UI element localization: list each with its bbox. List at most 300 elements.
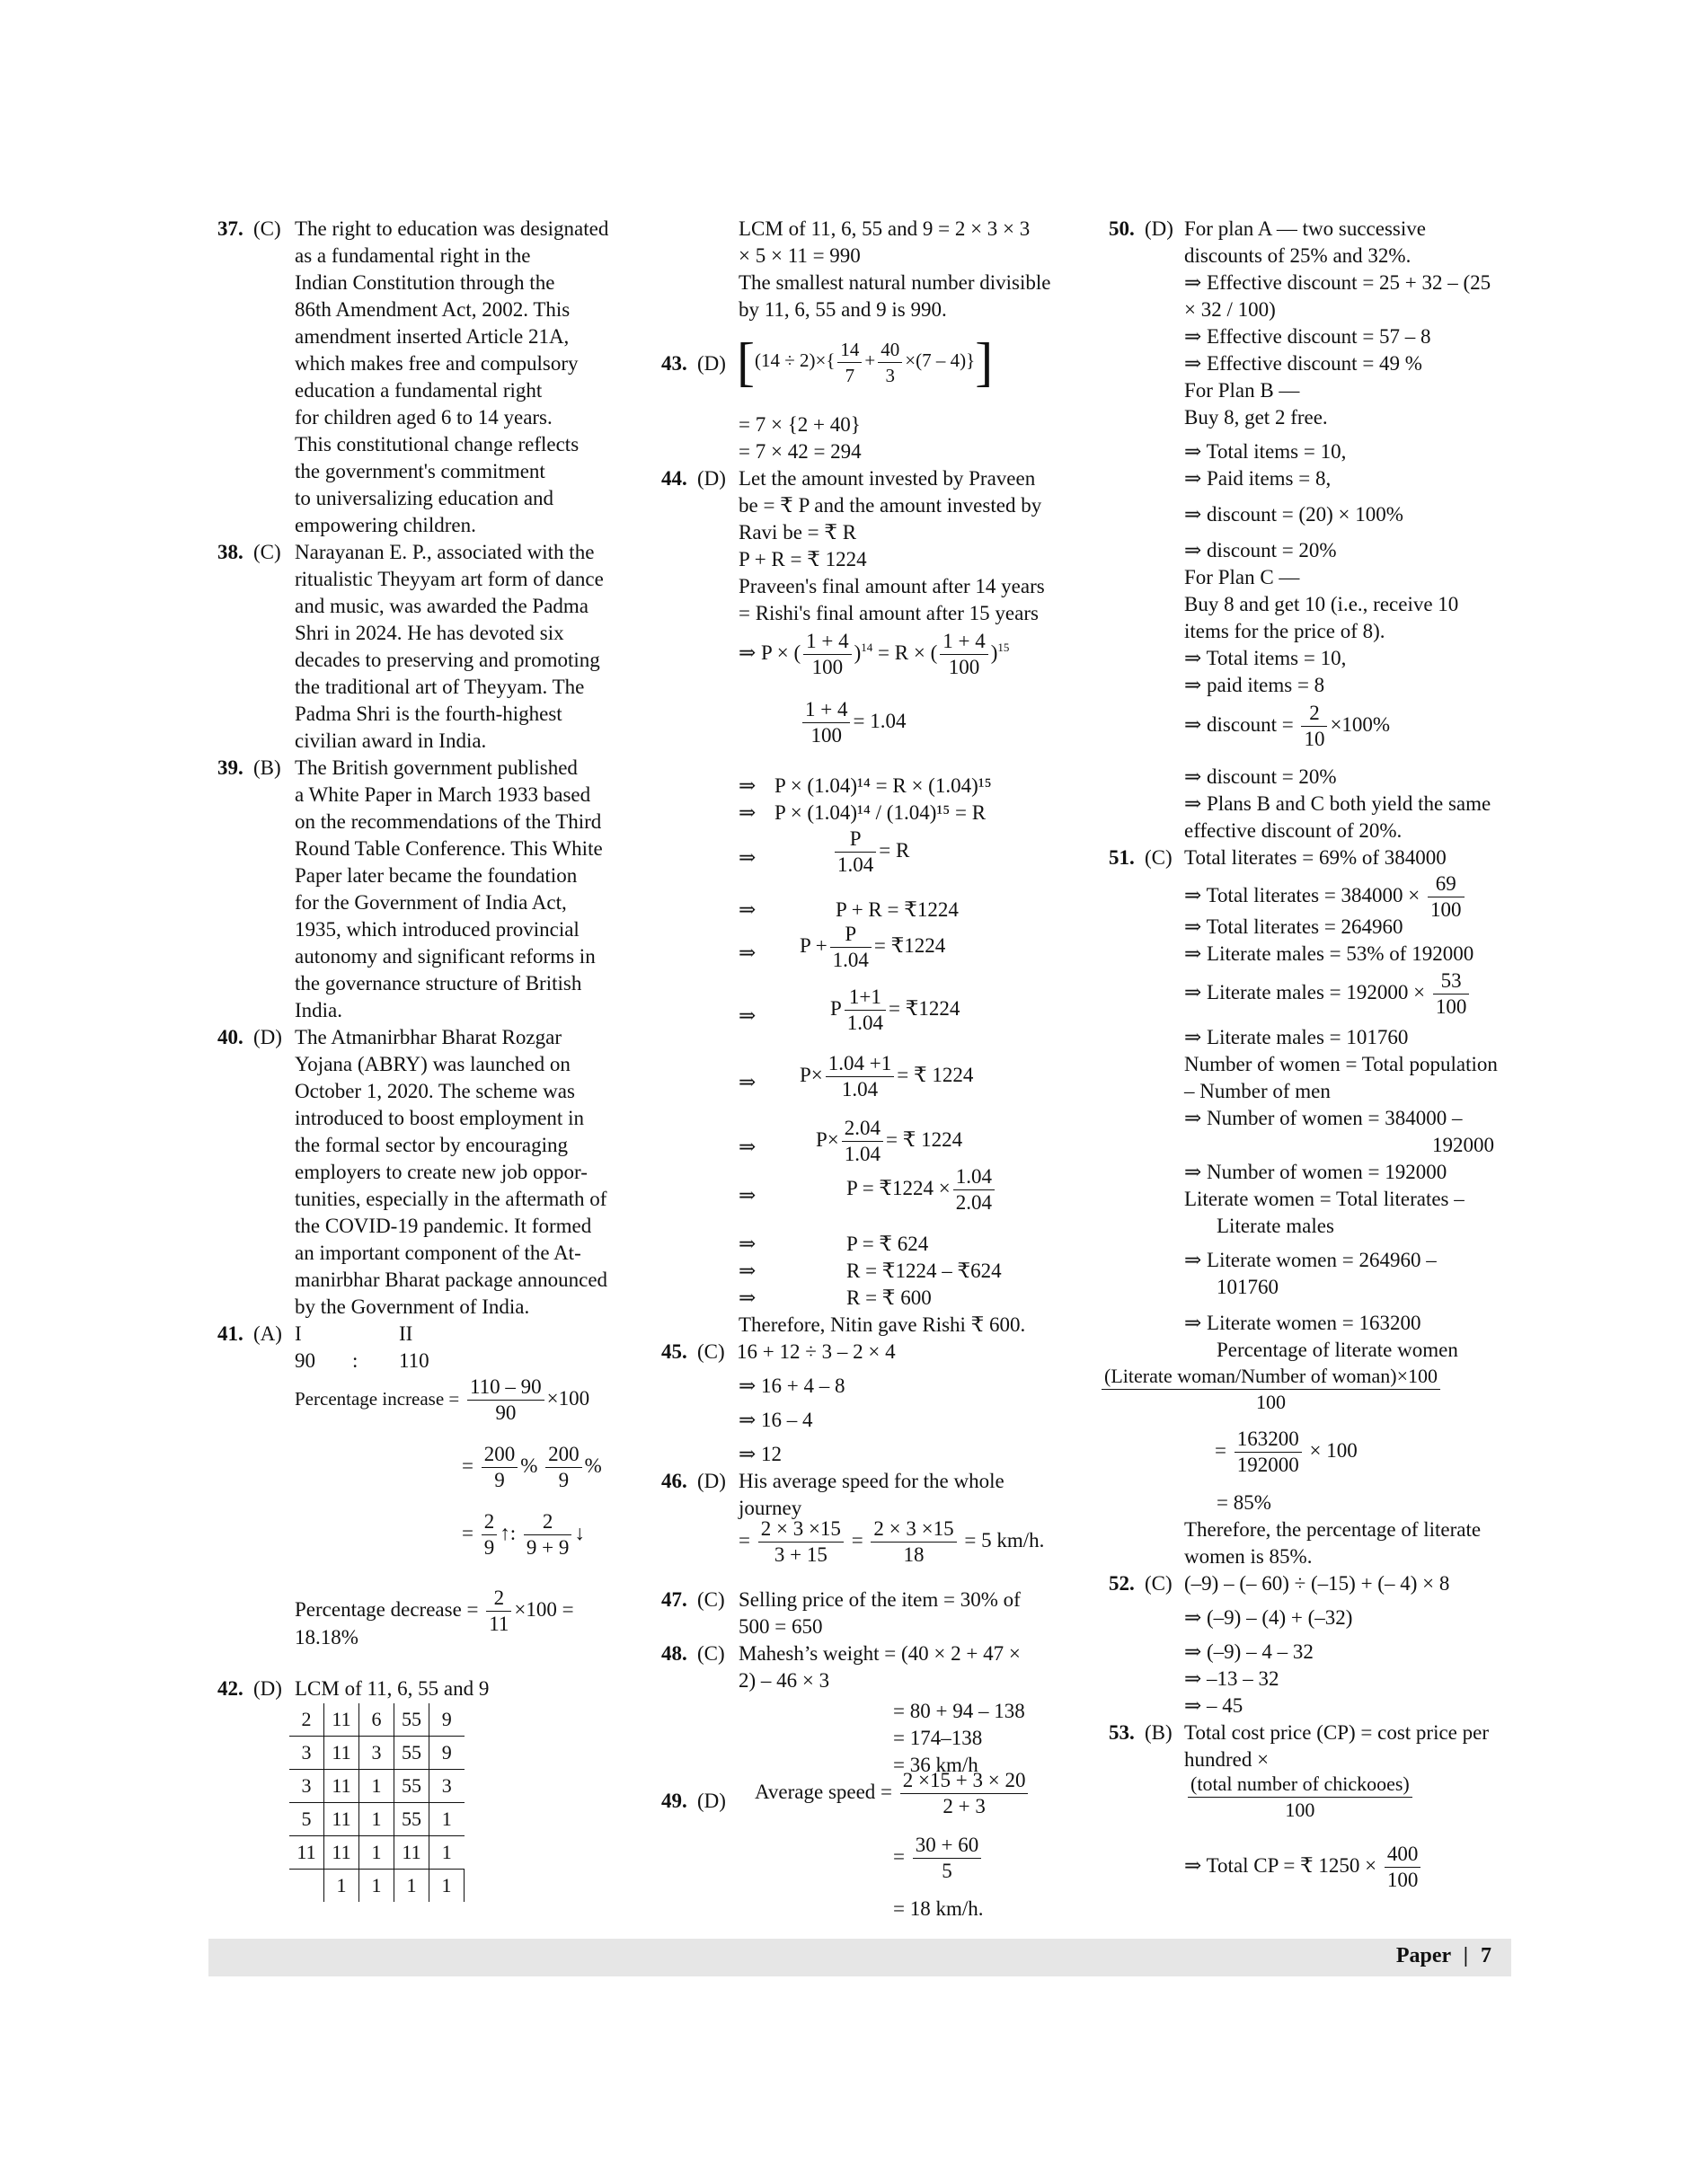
text-line: ⇒ Literate women = 264960 – bbox=[1184, 1249, 1437, 1271]
text-line: 101760 bbox=[1217, 1276, 1279, 1298]
answer-option: (C) bbox=[1145, 1572, 1173, 1595]
text-line: Buy 8 and get 10 (i.e., receive 10 bbox=[1184, 593, 1459, 615]
numerator: 2 bbox=[1301, 701, 1327, 727]
implies-arrow: ⇒ bbox=[739, 641, 757, 664]
table-cell: 1 bbox=[359, 1836, 394, 1870]
expression-part: ⇒ discount = bbox=[1184, 712, 1294, 736]
fraction bbox=[900, 1768, 1029, 1819]
ratio-value-1: 90 bbox=[295, 1349, 315, 1372]
denominator: 9 bbox=[494, 1469, 505, 1491]
text-line: Number of women = Total population bbox=[1184, 1053, 1498, 1075]
numerator: 110 – 90 bbox=[467, 1375, 544, 1401]
text-line: – Number of men bbox=[1184, 1080, 1331, 1102]
answer-option: (C) bbox=[697, 1642, 725, 1665]
numerator: (Literate woman/Number of woman)×100 bbox=[1102, 1364, 1440, 1390]
table-cell: 1 bbox=[359, 1770, 394, 1803]
numerator: 163200 bbox=[1235, 1427, 1302, 1453]
numerator: 1 + 4 bbox=[803, 629, 851, 655]
footer-bar bbox=[208, 1939, 1511, 1976]
text-line: Yojana (ABRY) was launched on bbox=[295, 1053, 571, 1075]
denominator: 3 + 15 bbox=[774, 1543, 827, 1566]
fraction bbox=[1188, 1772, 1412, 1823]
text-line: = 7 × 42 = 294 bbox=[739, 440, 862, 463]
total-cp-formula bbox=[1184, 1842, 1423, 1893]
solution-step: = 80 + 94 – 138 bbox=[893, 1700, 1025, 1722]
numerator: 2 bbox=[524, 1509, 571, 1535]
text-line: ⇒ Effective discount = 25 + 32 – (25 bbox=[1184, 271, 1491, 294]
numerator: 40 bbox=[878, 337, 902, 363]
denominator: 100 bbox=[810, 724, 842, 747]
expression-part: = ₹ 1224 bbox=[886, 1127, 963, 1151]
text-line: hundred × bbox=[1184, 1748, 1270, 1771]
numerator: 2 × 3 ×15 bbox=[758, 1516, 844, 1543]
numerator: 1 + 4 bbox=[940, 629, 987, 655]
fraction bbox=[913, 1833, 981, 1884]
solution-step bbox=[800, 1051, 973, 1102]
solution-step: = 36 km/h bbox=[893, 1754, 978, 1776]
text-line: ⇒ 16 – 4 bbox=[739, 1409, 813, 1431]
page-number: 7 bbox=[1481, 1944, 1491, 1967]
table-cell: 11 bbox=[324, 1737, 359, 1770]
solution-step bbox=[846, 1164, 997, 1216]
fraction bbox=[802, 697, 850, 748]
table-cell: 3 bbox=[359, 1737, 394, 1770]
denominator: 3 bbox=[885, 364, 896, 386]
speed-formula bbox=[739, 1516, 1044, 1568]
question-number: 48. bbox=[661, 1642, 687, 1665]
text-line: Padma Shri is the fourth-highest bbox=[295, 703, 562, 725]
answer-option: (C) bbox=[697, 1588, 725, 1611]
solution-step: P × (1.04)¹⁴ / (1.04)¹⁵ = R bbox=[774, 801, 987, 824]
chickoo-fraction bbox=[1188, 1772, 1412, 1823]
fraction bbox=[878, 337, 902, 388]
numerator: 14 bbox=[837, 337, 862, 363]
text-line: ritualistic Theyyam art form of dance bbox=[295, 568, 604, 590]
percent-sign: % bbox=[520, 1454, 538, 1477]
expression-part: P + bbox=[800, 933, 827, 957]
text-line: manirbhar Bharat package announced bbox=[295, 1269, 608, 1291]
solution-step bbox=[800, 922, 945, 973]
text-line: Mahesh’s weight = (40 × 2 + 47 × bbox=[739, 1642, 1021, 1665]
text-line: October 1, 2020. The scheme was bbox=[295, 1080, 575, 1102]
text-line: ⇒ (–9) – 4 – 32 bbox=[1184, 1640, 1314, 1663]
footer-label: Paper bbox=[1395, 1944, 1451, 1967]
text-line: discounts of 25% and 32%. bbox=[1184, 244, 1412, 267]
fraction bbox=[830, 922, 872, 973]
arrow: ⇒ bbox=[739, 1184, 757, 1207]
solution-step: P + R = ₹1224 bbox=[836, 898, 959, 921]
question-number: 43. bbox=[661, 352, 687, 375]
text-line: items for the price of 8). bbox=[1184, 620, 1385, 642]
denominator: 2 + 3 bbox=[942, 1795, 986, 1817]
fraction bbox=[1301, 701, 1327, 752]
denominator: 100 bbox=[1386, 1869, 1419, 1891]
text-line: the formal sector by encouraging bbox=[295, 1134, 568, 1156]
numerator: (total number of chickooes) bbox=[1188, 1772, 1412, 1798]
denominator: 100 bbox=[1285, 1799, 1315, 1821]
text-line: empowering children. bbox=[295, 514, 476, 536]
denominator: 2.04 bbox=[955, 1191, 993, 1214]
up-arrow: ↑: bbox=[500, 1521, 517, 1544]
equals-sign: = bbox=[851, 1528, 863, 1551]
arrow: ⇒ bbox=[739, 1233, 757, 1255]
solution-step: R = ₹1224 – ₹624 bbox=[846, 1260, 1002, 1282]
denominator: 1.04 bbox=[846, 1012, 884, 1034]
denominator: 5 bbox=[942, 1860, 952, 1882]
text-line: The Atmanirbhar Bharat Rozgar bbox=[295, 1026, 562, 1048]
fraction bbox=[953, 1164, 995, 1216]
text-line: an important component of the At- bbox=[295, 1242, 581, 1264]
answer-option: (D) bbox=[253, 1026, 282, 1048]
numerator: 200 bbox=[545, 1442, 582, 1468]
text-line: ⇒ discount = 20% bbox=[1184, 765, 1337, 788]
solution-step: = 174–138 bbox=[893, 1727, 983, 1749]
answer-option: (C) bbox=[253, 541, 281, 563]
text-line: journey bbox=[739, 1497, 802, 1519]
answer-option: (D) bbox=[253, 1677, 282, 1700]
text-line: The British government published bbox=[295, 756, 578, 779]
numerator: 1+1 bbox=[845, 985, 886, 1011]
average-speed-formula bbox=[755, 1768, 1031, 1819]
text-line: to universalizing education and bbox=[295, 487, 554, 509]
text-line: employers to create new job oppor- bbox=[295, 1161, 588, 1183]
expression-part: ⇒ Literate males = 192000 × bbox=[1184, 980, 1426, 1003]
denominator: 9 + 9 bbox=[526, 1536, 570, 1559]
percentage-fraction-row bbox=[462, 1442, 602, 1493]
equals-sign: = bbox=[1215, 1438, 1226, 1462]
text-line: = Rishi's final amount after 15 years bbox=[739, 602, 1039, 624]
left-bracket: [ bbox=[737, 332, 755, 392]
formula-label: Average speed = bbox=[755, 1780, 893, 1803]
text-line: ⇒ discount = (20) × 100% bbox=[1184, 503, 1403, 526]
text-line: Selling price of the item = 30% of bbox=[739, 1588, 1021, 1611]
compound-equation: ⇒ P × ( $\frac{1 + 4}{100}$ )$^{14}$ = R × ( $\frac{1 + 4}{100}$ )$^{15}$ bbox=[739, 630, 1010, 678]
denominator: 100 bbox=[948, 656, 980, 678]
question-number: 40. bbox=[217, 1026, 243, 1048]
denominator: 9 bbox=[558, 1469, 570, 1491]
answer-option: (B) bbox=[253, 756, 281, 779]
table-cell: 11 bbox=[324, 1803, 359, 1836]
numerator: P bbox=[835, 827, 876, 853]
text-line: Let the amount invested by Praveen bbox=[739, 467, 1036, 490]
expression: 16 + 12 ÷ 3 – 2 × 4 bbox=[737, 1340, 896, 1363]
text-line: the governance structure of British bbox=[295, 972, 582, 995]
fraction bbox=[467, 1375, 544, 1426]
text-line: autonomy and significant reforms in bbox=[295, 945, 596, 968]
denominator: 100 bbox=[1430, 898, 1462, 921]
question-number: 38. bbox=[217, 541, 243, 563]
fraction bbox=[486, 1586, 511, 1637]
solution-step: P = ₹ 624 bbox=[846, 1233, 929, 1255]
text-line: 1935, which introduced provincial bbox=[295, 918, 580, 941]
arrow: ⇒ bbox=[739, 774, 757, 797]
text-line: Paper later became the foundation bbox=[295, 864, 578, 887]
question-number: 49. bbox=[661, 1790, 687, 1812]
question-number: 51. bbox=[1109, 846, 1135, 869]
table-cell: 55 bbox=[394, 1803, 429, 1836]
text-line: Percentage of literate women bbox=[1217, 1339, 1458, 1361]
text-line: Total literates = 69% of 384000 bbox=[1184, 846, 1447, 869]
text-line: for children aged 6 to 14 years. bbox=[295, 406, 553, 429]
percent-sign: % bbox=[584, 1454, 602, 1477]
fraction bbox=[545, 1442, 582, 1493]
numerator: 69 bbox=[1428, 871, 1465, 897]
divisor-cell: 3 bbox=[289, 1770, 324, 1803]
text-line: LCM of 11, 6, 55 and 9 = 2 × 3 × 3 bbox=[739, 217, 1031, 240]
fraction bbox=[1433, 968, 1470, 1020]
text-line: civilian award in India. bbox=[295, 729, 487, 752]
formula-label: Percentage increase = bbox=[295, 1387, 460, 1410]
solution-step: R = ₹ 600 bbox=[846, 1286, 932, 1309]
denominator: 9 bbox=[483, 1536, 495, 1559]
text-line: ⇒ 12 bbox=[739, 1443, 783, 1465]
growth-factor bbox=[800, 697, 906, 748]
exponent: 15 bbox=[997, 641, 1010, 655]
result: = 85% bbox=[1217, 1491, 1271, 1514]
text-line: This constitutional change reflects bbox=[295, 433, 580, 455]
text-line: be = ₹ P and the amount invested by bbox=[739, 494, 1042, 517]
fraction bbox=[1428, 871, 1465, 923]
text-line: tunities, especially in the aftermath of bbox=[295, 1188, 607, 1210]
percentage-decrease-result: 18.18% bbox=[295, 1626, 358, 1649]
text-line: The right to education was designated bbox=[295, 217, 609, 240]
divisor-cell: 5 bbox=[289, 1803, 324, 1836]
expression-part: P × bbox=[761, 641, 789, 664]
denominator: 1.04 bbox=[844, 1143, 881, 1165]
ratio-header-1: I bbox=[295, 1322, 302, 1345]
solution-step: P × (1.04)¹⁴ = R × (1.04)¹⁵ bbox=[774, 774, 992, 797]
percentage-calculation bbox=[1215, 1427, 1358, 1478]
text-line: ⇒ Literate males = 53% of 192000 bbox=[1184, 942, 1474, 965]
right-bracket: ] bbox=[975, 332, 994, 392]
arrow: ⇒ bbox=[739, 1286, 757, 1309]
question-number: 46. bbox=[661, 1470, 687, 1492]
fraction bbox=[1102, 1364, 1440, 1415]
arrow: ⇒ bbox=[739, 801, 757, 824]
equals-sign: = bbox=[739, 1528, 750, 1551]
table-cell: 1 bbox=[324, 1870, 359, 1903]
fraction bbox=[1385, 1842, 1421, 1893]
arrow: ⇒ bbox=[739, 1004, 757, 1027]
result: = 5 km/h. bbox=[964, 1528, 1045, 1551]
expression-part: ⇒ Total CP = ₹ 1250 × bbox=[1184, 1853, 1377, 1877]
ratio-value-2: 110 bbox=[399, 1349, 429, 1372]
text-line: ⇒ paid items = 8 bbox=[1184, 674, 1325, 696]
denominator: 100 bbox=[811, 656, 844, 678]
bracket-expression bbox=[737, 332, 994, 392]
percentage-formula bbox=[1102, 1364, 1440, 1415]
numerator: 2 bbox=[482, 1509, 498, 1535]
fraction bbox=[845, 985, 886, 1036]
expression-part: (14 ÷ 2)×{ bbox=[754, 349, 836, 371]
literate-males-formula bbox=[1184, 968, 1472, 1020]
denominator: 10 bbox=[1304, 728, 1325, 750]
plus-sign: + bbox=[864, 349, 876, 371]
numerator: 53 bbox=[1433, 968, 1470, 995]
fraction bbox=[940, 629, 987, 680]
answer-option: (D) bbox=[697, 352, 726, 375]
expression-part: = ₹1224 bbox=[873, 933, 946, 957]
numerator: 2.04 bbox=[842, 1116, 883, 1142]
text-line: Literate women = Total literates – bbox=[1184, 1188, 1465, 1210]
denominator: 1.04 bbox=[841, 1078, 879, 1101]
text-line: × 32 / 100) bbox=[1184, 298, 1276, 321]
text-line: ⇒ Effective discount = 57 – 8 bbox=[1184, 325, 1431, 348]
numerator: 2 ×15 + 3 × 20 bbox=[900, 1768, 1029, 1794]
denominator: 1.04 bbox=[837, 853, 874, 876]
text-line: decades to preserving and promoting bbox=[295, 649, 600, 671]
numerator: 1.04 bbox=[953, 1164, 995, 1190]
table-row bbox=[289, 1737, 465, 1770]
expression: (–9) – (– 60) ÷ (–15) + (– 4) × 8 bbox=[1184, 1572, 1450, 1595]
answer-option: (D) bbox=[697, 1790, 726, 1812]
expression-part: = ₹1224 bbox=[889, 996, 960, 1020]
question-number: 47. bbox=[661, 1588, 687, 1611]
text-line: which makes free and compulsory bbox=[295, 352, 579, 375]
text-line: ⇒ Total items = 10, bbox=[1184, 647, 1347, 669]
text-line: Ravi be = ₹ R bbox=[739, 521, 857, 544]
text-line: women is 85%. bbox=[1184, 1545, 1313, 1568]
expression-part: = 1.04 bbox=[853, 709, 907, 732]
expression-part: P bbox=[830, 996, 842, 1020]
text-line: ⇒ Total items = 10, bbox=[1184, 440, 1347, 463]
ratio-change-row bbox=[462, 1509, 585, 1560]
denominator: 100 bbox=[1256, 1391, 1286, 1413]
formula-tail: ×100 bbox=[546, 1386, 590, 1410]
text-line: ⇒ Effective discount = 49 % bbox=[1184, 352, 1422, 375]
text-line: × 5 × 11 = 990 bbox=[739, 244, 861, 267]
numerator: 1 + 4 bbox=[802, 697, 850, 723]
text-line: Total cost price (CP) = cost price per bbox=[1184, 1721, 1490, 1744]
text-line: for the Government of India Act, bbox=[295, 891, 567, 914]
divisor-cell: 3 bbox=[289, 1737, 324, 1770]
table-cell: 3 bbox=[429, 1770, 465, 1803]
arrow: ⇒ bbox=[739, 1260, 757, 1282]
solution-step bbox=[830, 985, 960, 1036]
table-cell: 1 bbox=[429, 1870, 465, 1903]
solution-step bbox=[816, 1116, 962, 1167]
fraction bbox=[803, 629, 851, 680]
text-line: ⇒ Number of women = 384000 – bbox=[1184, 1107, 1463, 1129]
table-row bbox=[289, 1803, 465, 1836]
table-cell: 55 bbox=[394, 1703, 429, 1737]
text-line: ⇒ Number of women = 192000 bbox=[1184, 1161, 1447, 1183]
text-line: ⇒ Literate males = 101760 bbox=[1184, 1026, 1409, 1048]
text-line: Narayanan E. P., associated with the bbox=[295, 541, 595, 563]
denominator: 18 bbox=[903, 1543, 925, 1566]
table-cell: 1 bbox=[359, 1803, 394, 1836]
formula-tail: ×100 = bbox=[514, 1597, 574, 1621]
text-line: ⇒ Total literates = 264960 bbox=[1184, 915, 1403, 938]
question-number: 37. bbox=[217, 217, 243, 240]
exponent: 14 bbox=[861, 641, 873, 655]
arrow: ⇒ bbox=[739, 941, 757, 964]
text-line: Buy 8, get 2 free. bbox=[1184, 406, 1328, 429]
table-cell: 9 bbox=[429, 1703, 465, 1737]
solution-step bbox=[832, 827, 909, 878]
question-number: 44. bbox=[661, 467, 687, 490]
text-line: by the Government of India. bbox=[295, 1295, 530, 1318]
text-line: the COVID-19 pandemic. It formed bbox=[295, 1215, 592, 1237]
fraction bbox=[842, 1116, 883, 1167]
denominator: 1.04 bbox=[832, 949, 869, 971]
question-number: 50. bbox=[1109, 217, 1135, 240]
expression-part: ⇒ Total literates = 384000 × bbox=[1184, 883, 1420, 906]
table-row bbox=[289, 1836, 465, 1870]
answer-option: (D) bbox=[697, 467, 726, 490]
table-row bbox=[289, 1870, 465, 1903]
table-cell: 11 bbox=[324, 1836, 359, 1870]
table-row bbox=[289, 1703, 465, 1737]
answer-option: (D) bbox=[697, 1470, 726, 1492]
text-line: education a fundamental right bbox=[295, 379, 543, 402]
ratio-header-2: II bbox=[399, 1322, 413, 1345]
text-line: a White Paper in March 1933 based bbox=[295, 783, 591, 806]
text-line: ⇒ discount = 20% bbox=[1184, 539, 1337, 561]
text-line: the traditional art of Theyyam. The bbox=[295, 676, 585, 698]
expression-part: P = ₹1224 × bbox=[846, 1176, 951, 1199]
text-line: amendment inserted Article 21A, bbox=[295, 325, 570, 348]
lcm-division-table bbox=[289, 1703, 465, 1902]
text-line: on the recommendations of the Third bbox=[295, 810, 602, 833]
text-line: The smallest natural number divisible bbox=[739, 271, 1051, 294]
formula-label: Percentage decrease = bbox=[295, 1597, 479, 1621]
lcm-title: LCM of 11, 6, 55 and 9 bbox=[295, 1677, 490, 1700]
text-line: Praveen's final amount after 14 years bbox=[739, 575, 1045, 597]
text-line: introduced to boost employment in bbox=[295, 1107, 584, 1129]
fraction bbox=[1235, 1427, 1302, 1478]
text-line: P + R = ₹ 1224 bbox=[739, 548, 867, 570]
fraction bbox=[871, 1516, 956, 1568]
arrow: ⇒ bbox=[739, 1071, 757, 1093]
answer-option: (C) bbox=[697, 1340, 725, 1363]
numerator: 2 bbox=[486, 1586, 511, 1612]
result: = 18 km/h. bbox=[893, 1897, 984, 1920]
question-number: 39. bbox=[217, 756, 243, 779]
numerator: 200 bbox=[482, 1442, 518, 1468]
table-cell: 9 bbox=[429, 1737, 465, 1770]
divisor-cell: 2 bbox=[289, 1703, 324, 1737]
question-number: 45. bbox=[661, 1340, 687, 1363]
table-cell: 11 bbox=[324, 1770, 359, 1803]
text-line: ⇒ Literate women = 163200 bbox=[1184, 1312, 1421, 1334]
table-cell: 1 bbox=[394, 1870, 429, 1903]
fraction bbox=[482, 1509, 498, 1560]
page-footer bbox=[1396, 1944, 1491, 1968]
question-number: 52. bbox=[1109, 1572, 1135, 1595]
question-number: 41. bbox=[217, 1322, 243, 1345]
expression-part: = R bbox=[879, 838, 910, 862]
table-row bbox=[289, 1770, 465, 1803]
fraction bbox=[835, 827, 876, 878]
text-line: Indian Constitution through the bbox=[295, 271, 555, 294]
ratio-colon: : bbox=[352, 1349, 358, 1372]
numerator: 1.04 +1 bbox=[826, 1051, 894, 1077]
answer-option: (B) bbox=[1145, 1721, 1173, 1744]
equals-sign: = bbox=[893, 1844, 905, 1868]
text-line: ⇒ (–9) – (4) + (–32) bbox=[1184, 1606, 1353, 1629]
text-line: For plan A — two successive bbox=[1184, 217, 1426, 240]
text-line: by 11, 6, 55 and 9 is 990. bbox=[739, 298, 947, 321]
text-line: the government's commitment bbox=[295, 460, 545, 482]
numerator: P bbox=[830, 922, 872, 948]
fraction bbox=[482, 1442, 518, 1493]
equals-sign: = bbox=[462, 1521, 473, 1544]
text-line: 192000 bbox=[1432, 1134, 1494, 1156]
footer-separator: | bbox=[1463, 1944, 1468, 1967]
numerator: 2 × 3 ×15 bbox=[871, 1516, 956, 1543]
text-line: ⇒ Plans B and C both yield the same bbox=[1184, 792, 1491, 815]
